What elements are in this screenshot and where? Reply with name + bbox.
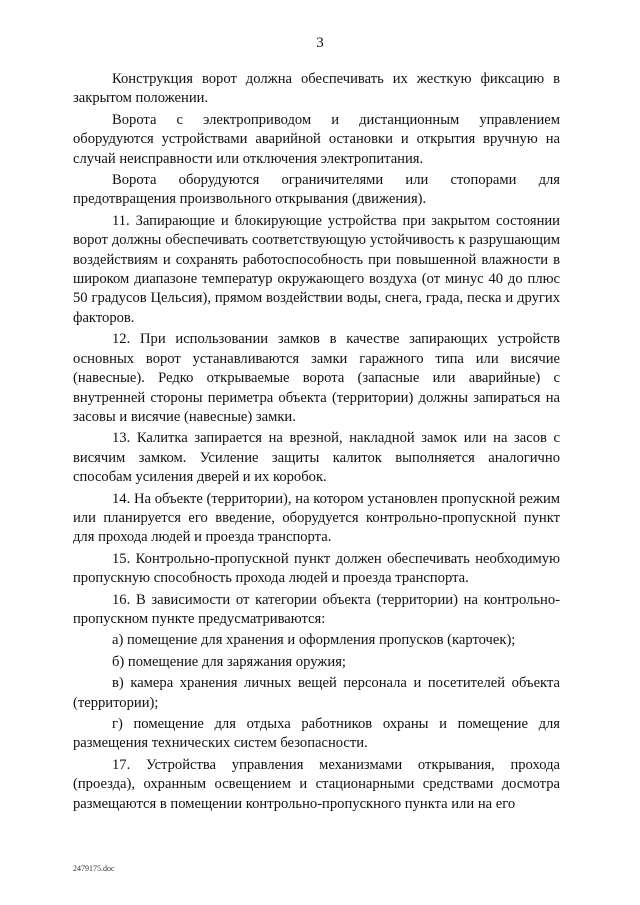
paragraph: 13. Калитка запирается на врезной, накладной замок или на засов с висячим замком. Усиление защиты калиток выполняется аналогично способам усиления дверей и их коробок. (73, 430, 560, 486)
paragraph: 17. Устройства управления механизмами открывания, прохода (проезда), охранным освещением и стационарными средствами досмотра размещаются в помещении контрольно-пропускного пункта или на его (73, 756, 560, 812)
paragraph: 14. На объекте (территории), на котором установлен пропускной режим или планируется его введение, оборудуется контрольно-пропускной пункт для прохода людей и проезда транспорта. (73, 490, 560, 546)
page-number: 3 (316, 35, 324, 51)
list-item: а) помещение для хранения и оформления пропусков (карточек); (112, 632, 516, 649)
paragraph: 16. В зависимости от категории объекта (территории) на контрольно-пропускном пункте предусматриваются: (73, 591, 560, 627)
paragraph: 12. При использовании замков в качестве запирающих устройств основных ворот устанавливаются замки гаражного типа или висячие (навесные). Редко открываемые ворота (запасные или аварийные) с внутренней стороны периметра объекта (территории) должны запираться на засовы и висячие (навесные) замки. (73, 331, 560, 425)
paragraph: 11. Запирающие и блокирующие устройства при закрытом состоянии ворот должны обеспечивать соответствующую устойчивость к разрушающим воздействиям и сохранять работоспособность при повышенной влажности в широком диапазоне температур окружающего воздуха (от минус 40 до плюс 50 градусов Цельсия), прямом воздействии воды, снега, града, песка и других факторов. (73, 212, 560, 326)
paragraph: Конструкция ворот должна обеспечивать их жесткую фиксацию в закрытом положении. (73, 71, 560, 107)
list-item: б) помещение для заряжания оружия; (112, 653, 346, 670)
paragraph: Ворота оборудуются ограничителями или стопорами для предотвращения произвольного открывания (движения). (73, 172, 560, 208)
paragraph: Ворота с электроприводом и дистанционным управлением оборудуются устройствами аварийной остановки и открытия вручную на случай неисправности или отключения электропитания. (73, 111, 560, 167)
list-item: г) помещение для отдыха работников охраны и помещение для размещения технических систем безопасности. (73, 716, 560, 752)
document-body (73, 70, 560, 816)
list-item: в) камера хранения личных вещей персонала и посетителей объекта (территории); (73, 675, 560, 711)
paragraph: 15. Контрольно-пропускной пункт должен обеспечивать необходимую пропускную способность прохода людей и проезда транспорта. (73, 550, 560, 587)
file-name-footer: 2479175.doc (73, 864, 115, 873)
